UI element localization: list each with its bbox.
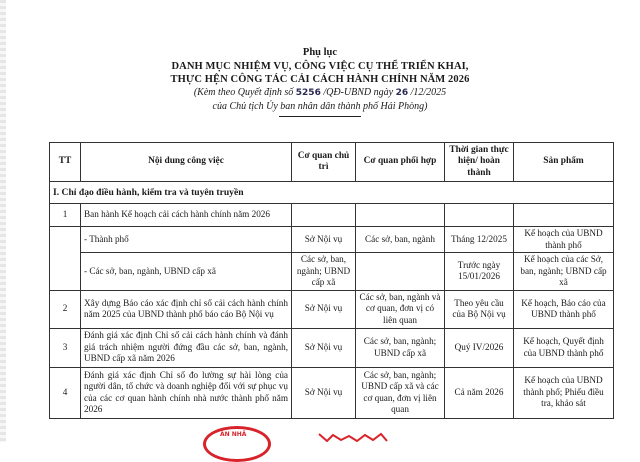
cell-tt: 3 <box>50 328 81 367</box>
cell-coord: Các sở, ban, ngành; UBND cấp xã <box>356 328 445 367</box>
cell-time: Quý IV/2026 <box>445 328 514 367</box>
header-product: Sản phẩm <box>514 143 614 182</box>
cell-product <box>514 204 614 227</box>
main-title-line-2: THỰC HỆN CÔNG TÁC CẢI CÁCH HÀNH CHÍNH NĂM 2026 <box>170 74 470 85</box>
cell-time: Trước ngày 15/01/2026 <box>445 253 514 291</box>
header-content: Nội dung công việc <box>81 143 292 182</box>
stamp-text: AN NHÂ <box>220 431 247 438</box>
cell-product: Kế hoạch của các Sở, ban, ngành; UBND cấp xã <box>514 253 614 291</box>
header-coordinating-agency: Cơ quan phối hợp <box>356 143 445 182</box>
cell-lead: Sở Nội vụ <box>292 328 356 367</box>
table-row <box>50 253 614 291</box>
cell-tt: 4 <box>50 367 81 418</box>
cell-time: Theo yêu cầu của Bộ Nội vụ <box>445 290 514 328</box>
cell-time: Tháng 12/2025 <box>445 227 514 253</box>
cell-content: Đánh giá xác định Chỉ số đo lường sự hài lòng của người dân, tổ chức và doanh nghiệp đối với sự phục vụ của các cơ quan hành chính nhà nước thành phố năm 2026 <box>81 367 292 418</box>
cell-time <box>445 204 514 227</box>
table-row <box>50 367 614 418</box>
subtitle-suffix: /12/2025 <box>408 87 447 98</box>
cell-coord <box>356 204 445 227</box>
cell-tt: 1 <box>50 204 81 227</box>
decision-day: 26 <box>395 88 409 98</box>
cell-coord: Các sở, ban, ngành; UBND cấp xã và các cơ quan, đơn vị liên quan <box>356 367 445 418</box>
cell-lead: Các sở, ban, ngành; UBND cấp xã <box>292 253 356 291</box>
cell-tt: 2 <box>50 290 81 328</box>
document-header <box>0 46 640 117</box>
subtitle-mid: /QĐ-UBND ngày <box>320 87 396 98</box>
task-table <box>49 142 614 419</box>
cell-product: Kế hoạch của UBND thành phố; Phiếu điều tra, khảo sát <box>514 367 614 418</box>
table-header-row <box>50 143 614 182</box>
cell-lead: Sở Nội vụ <box>292 367 356 418</box>
cell-lead <box>292 204 356 227</box>
cell-coord: Các sở, ban, ngành <box>356 227 445 253</box>
cell-time: Cả năm 2026 <box>445 367 514 418</box>
subtitle-line-2: của Chủ tịch Ủy ban nhân dân thành phố Hải Phòng) <box>212 101 428 112</box>
cell-coord <box>356 253 445 291</box>
title-underline <box>279 116 361 117</box>
subtitle-prefix: (Kèm theo Quyết định số <box>193 87 296 98</box>
table-row <box>50 328 614 367</box>
official-seal-stamp <box>203 426 271 462</box>
cell-product: Kế hoạch, Quyết định của UBND thành phố <box>514 328 614 367</box>
cell-content: - Các sở, ban, ngành, UBND cấp xã <box>81 253 292 291</box>
appendix-title: Phụ lục <box>302 47 338 58</box>
cell-content: Ban hành Kế hoạch cải cách hành chính năm 2026 <box>81 204 292 227</box>
cell-content: Đánh giá xác định Chỉ số cải cách hành chính và đánh giá trách nhiệm người đứng đầu các sở, ban, ngành, UBND cấp xã năm 2026 <box>81 328 292 367</box>
table-row <box>50 290 614 328</box>
table-row <box>50 204 614 227</box>
cell-product: Kế hoạch, Báo cáo của UBND thành phố <box>514 290 614 328</box>
table-row <box>50 227 614 253</box>
cell-content: Xây dựng Báo cáo xác định chỉ số cải cách hành chính năm 2025 của UBND thành phố báo cáo Bộ Nội vụ <box>81 290 292 328</box>
cell-product: Kế hoạch của UBND thành phố <box>514 227 614 253</box>
header-lead-agency: Cơ quan chủ trì <box>292 143 356 182</box>
subtitle-line-1 <box>0 86 640 100</box>
main-title-line-1: DANH MỤC NHIỆM VỤ, CÔNG VIỆC CỤ THỂ TRIỂN KHAI, <box>171 61 469 72</box>
section-row <box>50 182 614 204</box>
cell-tt <box>50 227 81 291</box>
cell-lead: Sở Nội vụ <box>292 290 356 328</box>
section-title: I. Chỉ đạo điều hành, kiểm tra và tuyên truyền <box>50 182 614 204</box>
header-timeline: Thời gian thực hiện/ hoàn thành <box>445 143 514 182</box>
decision-number: 5256 <box>295 88 321 98</box>
header-tt: TT <box>50 143 81 182</box>
cell-lead: Sở Nội vụ <box>292 227 356 253</box>
cell-content: - Thành phố <box>81 227 292 253</box>
signature-mark <box>317 432 389 442</box>
cell-coord: Các sở, ban, ngành và cơ quan, đơn vị có liên quan <box>356 290 445 328</box>
